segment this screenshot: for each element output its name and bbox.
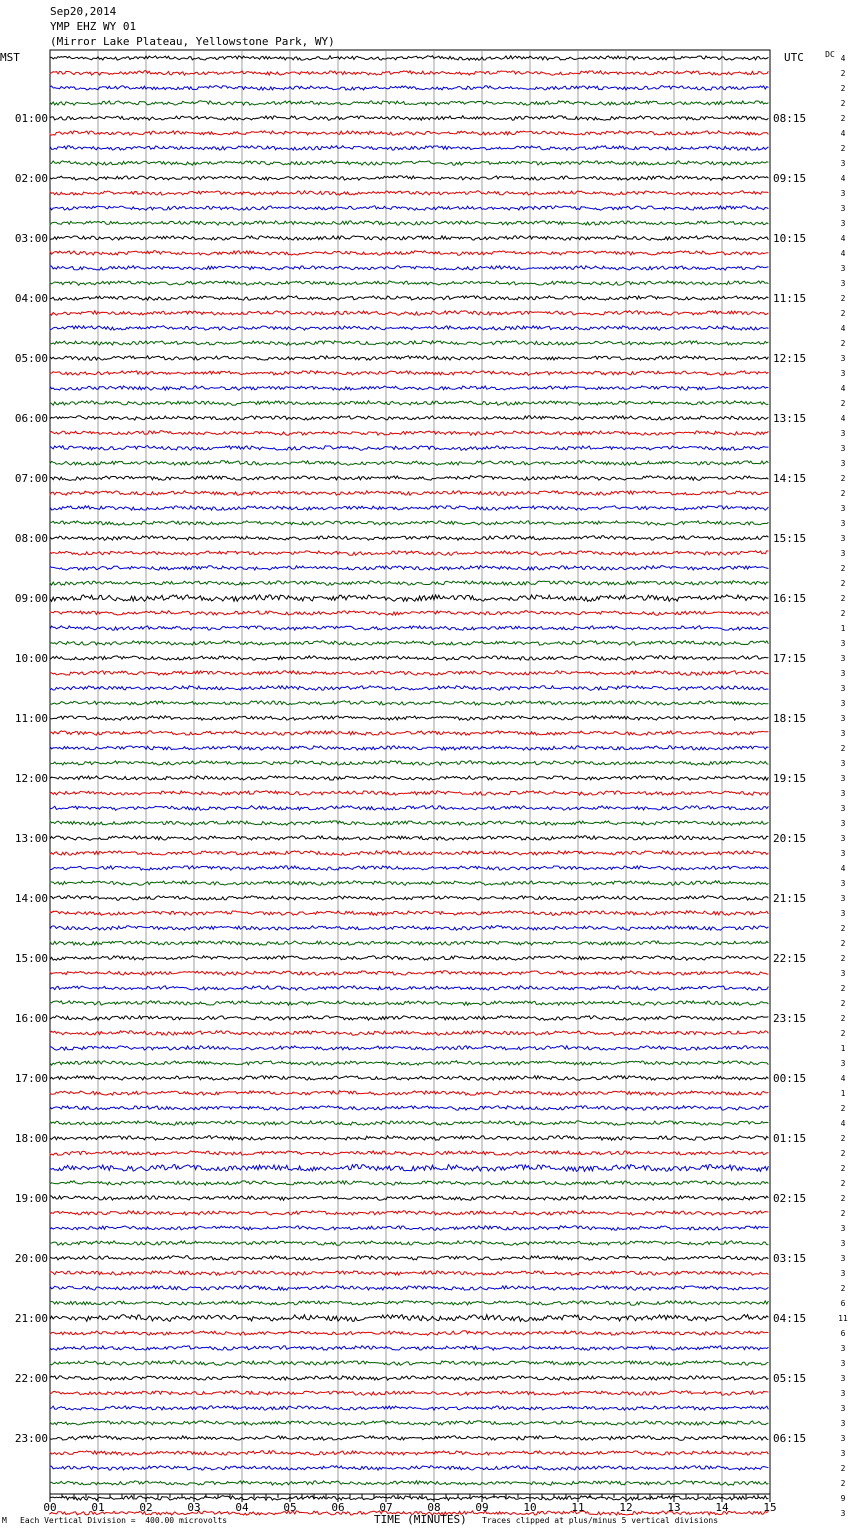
trace-dc-value: 3 bbox=[840, 354, 846, 363]
trace-dc-value: 3 bbox=[840, 834, 846, 843]
trace-line bbox=[50, 581, 768, 586]
right-hour-label: 12:15 bbox=[773, 352, 807, 365]
trace-line bbox=[50, 341, 768, 345]
station-location: (Mirror Lake Plateau, Yellowstone Park, WY) bbox=[50, 35, 335, 48]
left-hour-label: 12:00 bbox=[14, 772, 48, 785]
trace-line bbox=[50, 296, 768, 300]
trace-dc-value: 9 bbox=[840, 1494, 846, 1503]
corner-mark: M bbox=[2, 1516, 7, 1525]
trace-dc-value: 3 bbox=[840, 1419, 846, 1428]
left-hour-label: 06:00 bbox=[14, 412, 48, 425]
trace-dc-value: 2 bbox=[840, 339, 846, 348]
x-tick-label: 04 bbox=[235, 1501, 249, 1514]
trace-line bbox=[50, 641, 768, 646]
trace-line bbox=[50, 1001, 768, 1006]
left-hour-label: 04:00 bbox=[14, 292, 48, 305]
trace-dc-value: 2 bbox=[840, 939, 846, 948]
trace-dc-value: 1 bbox=[840, 1044, 846, 1053]
x-tick-label: 00 bbox=[43, 1501, 57, 1514]
trace-line bbox=[50, 956, 768, 961]
trace-dc-value: 1 bbox=[840, 1089, 846, 1098]
trace-line bbox=[50, 176, 768, 180]
trace-dc-value: 3 bbox=[840, 699, 846, 708]
trace-line bbox=[50, 1376, 768, 1381]
trace-line bbox=[50, 371, 768, 376]
trace-dc-value: 3 bbox=[840, 639, 846, 648]
trace-dc-value: 1 bbox=[840, 624, 846, 633]
left-hour-label: 02:00 bbox=[14, 172, 48, 185]
station-code: YMP EHZ WY 01 bbox=[50, 20, 137, 33]
trace-dc-value: 2 bbox=[840, 744, 846, 753]
right-hour-label: 23:15 bbox=[773, 1012, 807, 1025]
trace-dc-value: 4 bbox=[840, 384, 846, 393]
trace-line bbox=[50, 1481, 768, 1486]
trace-dc-value: 2 bbox=[840, 1284, 846, 1293]
scale-note: Each Vertical Division = 400.00 microvolts bbox=[20, 1516, 228, 1525]
right-hour-label: 06:15 bbox=[773, 1432, 807, 1445]
trace-line bbox=[50, 491, 768, 496]
x-tick-label: 02 bbox=[139, 1501, 153, 1514]
left-hour-label: 20:00 bbox=[14, 1252, 48, 1265]
trace-dc-value: 2 bbox=[840, 609, 846, 618]
trace-line bbox=[50, 1346, 768, 1351]
right-hour-label: 02:15 bbox=[773, 1192, 807, 1205]
trace-line bbox=[50, 1106, 768, 1110]
x-tick-label: 10 bbox=[523, 1501, 537, 1514]
trace-line bbox=[50, 236, 768, 240]
trace-line bbox=[50, 356, 768, 360]
trace-dc-value: 3 bbox=[840, 159, 846, 168]
trace-line bbox=[50, 461, 768, 465]
trace-dc-value: 3 bbox=[840, 669, 846, 678]
trace-dc-value: 2 bbox=[840, 1149, 846, 1158]
trace-line bbox=[50, 311, 768, 315]
right-hour-label: 03:15 bbox=[773, 1252, 807, 1265]
right-timezone-label: UTC bbox=[784, 51, 804, 64]
trace-dc-value: 4 bbox=[840, 129, 846, 138]
trace-dc-value: 2 bbox=[840, 984, 846, 993]
trace-dc-value: 2 bbox=[840, 954, 846, 963]
trace-dc-value: 6 bbox=[840, 1329, 846, 1338]
left-timezone-label: MST bbox=[0, 51, 20, 64]
left-hour-label: 09:00 bbox=[14, 592, 48, 605]
trace-dc-value: 3 bbox=[840, 504, 846, 513]
trace-dc-value: 3 bbox=[840, 1344, 846, 1353]
trace-line bbox=[50, 281, 768, 285]
trace-dc-value: 4 bbox=[840, 864, 846, 873]
trace-line bbox=[50, 251, 768, 256]
trace-dc-value: 6 bbox=[840, 1299, 846, 1308]
trace-line bbox=[50, 731, 768, 736]
trace-dc-value: 2 bbox=[840, 1479, 846, 1488]
trace-dc-value: 3 bbox=[840, 789, 846, 798]
trace-dc-value: 3 bbox=[840, 1224, 846, 1233]
trace-line bbox=[50, 1121, 768, 1125]
left-hour-label: 21:00 bbox=[14, 1312, 48, 1325]
x-tick-label: 05 bbox=[283, 1501, 297, 1514]
trace-dc-value: 2 bbox=[840, 69, 846, 78]
trace-line bbox=[50, 671, 768, 676]
right-hour-label: 19:15 bbox=[773, 772, 807, 785]
trace-dc-value: 2 bbox=[840, 1164, 846, 1173]
trace-line bbox=[50, 595, 768, 602]
trace-line bbox=[50, 431, 768, 436]
trace-line bbox=[50, 1151, 768, 1155]
trace-line bbox=[50, 1031, 768, 1036]
trace-line bbox=[50, 866, 768, 870]
trace-dc-value: 3 bbox=[840, 684, 846, 693]
trace-dc-value: 3 bbox=[840, 714, 846, 723]
trace-line bbox=[50, 1061, 768, 1066]
trace-dc-value: 3 bbox=[840, 429, 846, 438]
trace-line bbox=[50, 626, 768, 630]
trace-dc-value: 4 bbox=[840, 249, 846, 258]
x-tick-label: 09 bbox=[475, 1501, 489, 1514]
trace-line bbox=[50, 221, 768, 225]
left-hour-label: 17:00 bbox=[14, 1072, 48, 1085]
trace-line bbox=[50, 1301, 768, 1305]
trace-dc-value: 3 bbox=[840, 264, 846, 273]
trace-line bbox=[50, 926, 768, 931]
left-hour-label: 22:00 bbox=[14, 1372, 48, 1385]
trace-dc-value: 3 bbox=[840, 819, 846, 828]
trace-line bbox=[50, 551, 768, 555]
x-axis-label: TIME (MINUTES) bbox=[374, 1513, 467, 1526]
trace-line bbox=[50, 656, 768, 661]
left-hour-label: 23:00 bbox=[14, 1432, 48, 1445]
trace-dc-value: 3 bbox=[840, 204, 846, 213]
trace-dc-value: 2 bbox=[840, 294, 846, 303]
trace-line bbox=[50, 131, 768, 135]
x-tick-label: 11 bbox=[571, 1501, 585, 1514]
trace-dc-value: 2 bbox=[840, 309, 846, 318]
trace-dc-value: 3 bbox=[840, 1269, 846, 1278]
trace-line bbox=[50, 1421, 768, 1426]
trace-line bbox=[50, 911, 768, 916]
trace-dc-value: 3 bbox=[840, 894, 846, 903]
trace-dc-value: 3 bbox=[840, 1254, 846, 1263]
left-hour-label: 16:00 bbox=[14, 1012, 48, 1025]
trace-dc-value: 2 bbox=[840, 84, 846, 93]
trace-line bbox=[50, 746, 768, 751]
trace-dc-value: 3 bbox=[840, 444, 846, 453]
trace-dc-value: 3 bbox=[840, 519, 846, 528]
right-hour-label: 15:15 bbox=[773, 532, 807, 545]
trace-dc-value: 4 bbox=[840, 174, 846, 183]
left-hour-label: 05:00 bbox=[14, 352, 48, 365]
trace-line bbox=[50, 986, 768, 990]
trace-line bbox=[50, 476, 768, 481]
trace-line bbox=[50, 1451, 768, 1456]
trace-dc-value: 2 bbox=[840, 1029, 846, 1038]
trace-line bbox=[50, 56, 768, 60]
left-hour-label: 13:00 bbox=[14, 832, 48, 845]
trace-dc-value: 3 bbox=[840, 1449, 846, 1458]
trace-line bbox=[50, 1256, 768, 1261]
trace-line bbox=[50, 791, 768, 795]
trace-line bbox=[50, 701, 768, 705]
trace-dc-value: 3 bbox=[840, 1404, 846, 1413]
trace-line bbox=[50, 611, 768, 616]
trace-line bbox=[50, 761, 768, 765]
trace-dc-value: 2 bbox=[840, 114, 846, 123]
trace-dc-value: 3 bbox=[840, 1509, 846, 1518]
trace-dc-value: 2 bbox=[840, 924, 846, 933]
trace-line bbox=[50, 71, 768, 75]
trace-line bbox=[50, 416, 768, 420]
trace-dc-value: 4 bbox=[840, 234, 846, 243]
trace-line bbox=[50, 161, 768, 165]
trace-line bbox=[50, 446, 768, 451]
plot-date: Sep20,2014 bbox=[50, 5, 117, 18]
trace-line bbox=[50, 1165, 768, 1172]
trace-line bbox=[50, 971, 768, 976]
trace-line bbox=[50, 266, 768, 271]
trace-line bbox=[50, 1016, 768, 1021]
trace-line bbox=[50, 1046, 768, 1050]
dc-header: DC bbox=[825, 50, 835, 59]
trace-dc-value: 3 bbox=[840, 804, 846, 813]
trace-dc-value: 4 bbox=[840, 324, 846, 333]
left-hour-label: 07:00 bbox=[14, 472, 48, 485]
trace-line bbox=[50, 326, 768, 330]
left-hour-label: 10:00 bbox=[14, 652, 48, 665]
x-tick-label: 08 bbox=[427, 1501, 441, 1514]
trace-line bbox=[50, 101, 768, 106]
trace-line bbox=[50, 1181, 768, 1186]
trace-dc-value: 3 bbox=[840, 1359, 846, 1368]
x-tick-label: 03 bbox=[187, 1501, 201, 1514]
trace-dc-value: 2 bbox=[840, 1464, 846, 1473]
left-hour-label: 18:00 bbox=[14, 1132, 48, 1145]
trace-dc-value: 2 bbox=[840, 579, 846, 588]
left-hour-label: 14:00 bbox=[14, 892, 48, 905]
right-hour-label: 16:15 bbox=[773, 592, 807, 605]
trace-line bbox=[50, 716, 768, 721]
trace-line bbox=[50, 86, 768, 91]
trace-dc-value: 2 bbox=[840, 1134, 846, 1143]
right-hour-label: 13:15 bbox=[773, 412, 807, 425]
trace-line bbox=[50, 1211, 768, 1216]
trace-line bbox=[50, 1406, 768, 1410]
trace-line bbox=[50, 1241, 768, 1246]
trace-line bbox=[50, 1466, 768, 1470]
right-hour-label: 18:15 bbox=[773, 712, 807, 725]
trace-dc-value: 2 bbox=[840, 564, 846, 573]
trace-dc-value: 3 bbox=[840, 189, 846, 198]
trace-line bbox=[50, 851, 768, 855]
trace-dc-value: 2 bbox=[840, 1194, 846, 1203]
trace-dc-value: 3 bbox=[840, 1059, 846, 1068]
x-tick-label: 01 bbox=[91, 1501, 105, 1514]
right-hour-label: 10:15 bbox=[773, 232, 807, 245]
trace-dc-value: 3 bbox=[840, 879, 846, 888]
trace-line bbox=[50, 836, 768, 841]
right-hour-label: 05:15 bbox=[773, 1372, 807, 1385]
trace-line bbox=[50, 941, 768, 945]
trace-line bbox=[50, 1091, 768, 1096]
x-tick-label: 15 bbox=[763, 1501, 777, 1514]
trace-dc-value: 3 bbox=[840, 729, 846, 738]
trace-dc-value: 2 bbox=[840, 474, 846, 483]
trace-dc-value: 2 bbox=[840, 399, 846, 408]
trace-line bbox=[50, 191, 768, 195]
trace-dc-value: 3 bbox=[840, 654, 846, 663]
trace-line bbox=[50, 536, 768, 540]
x-tick-label: 07 bbox=[379, 1501, 393, 1514]
right-hour-label: 08:15 bbox=[773, 112, 807, 125]
x-tick-label: 12 bbox=[619, 1501, 633, 1514]
clip-note: Traces clipped at plus/minus 5 vertical divisions bbox=[482, 1516, 719, 1525]
trace-dc-value: 3 bbox=[840, 459, 846, 468]
trace-dc-value: 3 bbox=[840, 909, 846, 918]
trace-line bbox=[50, 1136, 768, 1141]
right-hour-label: 04:15 bbox=[773, 1312, 807, 1325]
trace-dc-value: 3 bbox=[840, 549, 846, 558]
trace-line bbox=[50, 506, 768, 511]
right-hour-label: 21:15 bbox=[773, 892, 807, 905]
trace-line bbox=[50, 1226, 768, 1230]
left-hour-label: 11:00 bbox=[14, 712, 48, 725]
trace-dc-value: 3 bbox=[840, 774, 846, 783]
trace-dc-value: 3 bbox=[840, 849, 846, 858]
right-hour-label: 01:15 bbox=[773, 1132, 807, 1145]
trace-line bbox=[50, 1076, 768, 1081]
left-hour-label: 15:00 bbox=[14, 952, 48, 965]
right-hour-label: 09:15 bbox=[773, 172, 807, 185]
trace-line bbox=[50, 1271, 768, 1275]
trace-line bbox=[50, 1436, 768, 1441]
right-hour-label: 14:15 bbox=[773, 472, 807, 485]
trace-dc-value: 2 bbox=[840, 1209, 846, 1218]
trace-dc-value: 3 bbox=[840, 969, 846, 978]
trace-dc-value: 2 bbox=[840, 99, 846, 108]
trace-dc-value: 2 bbox=[840, 489, 846, 498]
trace-line bbox=[50, 146, 768, 151]
left-hour-label: 08:00 bbox=[14, 532, 48, 545]
trace-dc-value: 3 bbox=[840, 369, 846, 378]
trace-dc-value: 3 bbox=[840, 759, 846, 768]
trace-dc-value: 4 bbox=[840, 54, 846, 63]
trace-dc-value: 3 bbox=[840, 1239, 846, 1248]
right-hour-label: 20:15 bbox=[773, 832, 807, 845]
left-hour-label: 01:00 bbox=[14, 112, 48, 125]
trace-dc-value: 3 bbox=[840, 279, 846, 288]
trace-dc-value: 4 bbox=[840, 1074, 846, 1083]
trace-line bbox=[50, 881, 768, 886]
trace-line bbox=[50, 521, 768, 525]
right-hour-label: 00:15 bbox=[773, 1072, 807, 1085]
trace-line bbox=[50, 401, 768, 406]
trace-dc-value: 3 bbox=[840, 1389, 846, 1398]
x-tick-label: 14 bbox=[715, 1501, 729, 1514]
x-tick-label: 13 bbox=[667, 1501, 681, 1514]
trace-dc-value: 2 bbox=[840, 1179, 846, 1188]
trace-dc-value: 2 bbox=[840, 594, 846, 603]
trace-dc-value: 11 bbox=[838, 1314, 848, 1323]
trace-line bbox=[50, 806, 768, 811]
left-hour-label: 03:00 bbox=[14, 232, 48, 245]
right-hour-label: 17:15 bbox=[773, 652, 807, 665]
trace-dc-value: 2 bbox=[840, 999, 846, 1008]
trace-dc-value: 4 bbox=[840, 414, 846, 423]
trace-line bbox=[50, 896, 768, 901]
trace-dc-value: 4 bbox=[840, 1119, 846, 1128]
trace-line bbox=[50, 821, 768, 826]
trace-dc-value: 3 bbox=[840, 1374, 846, 1383]
trace-line bbox=[50, 1315, 768, 1322]
x-tick-label: 06 bbox=[331, 1501, 345, 1514]
trace-line bbox=[50, 1196, 768, 1201]
trace-dc-value: 2 bbox=[840, 144, 846, 153]
trace-line bbox=[50, 776, 768, 781]
trace-line bbox=[50, 1331, 768, 1336]
trace-line bbox=[50, 386, 768, 390]
trace-dc-value: 3 bbox=[840, 1434, 846, 1443]
trace-dc-value: 3 bbox=[840, 219, 846, 228]
trace-line bbox=[50, 566, 768, 571]
trace-line bbox=[50, 116, 768, 121]
trace-line bbox=[50, 1391, 768, 1396]
left-hour-label: 19:00 bbox=[14, 1192, 48, 1205]
trace-line bbox=[50, 1361, 768, 1365]
trace-line bbox=[50, 1286, 768, 1290]
right-hour-label: 11:15 bbox=[773, 292, 807, 305]
right-hour-label: 22:15 bbox=[773, 952, 807, 965]
trace-dc-value: 2 bbox=[840, 1014, 846, 1023]
trace-line bbox=[50, 206, 768, 210]
trace-dc-value: 3 bbox=[840, 534, 846, 543]
trace-dc-value: 2 bbox=[840, 1104, 846, 1113]
trace-line bbox=[50, 686, 768, 691]
